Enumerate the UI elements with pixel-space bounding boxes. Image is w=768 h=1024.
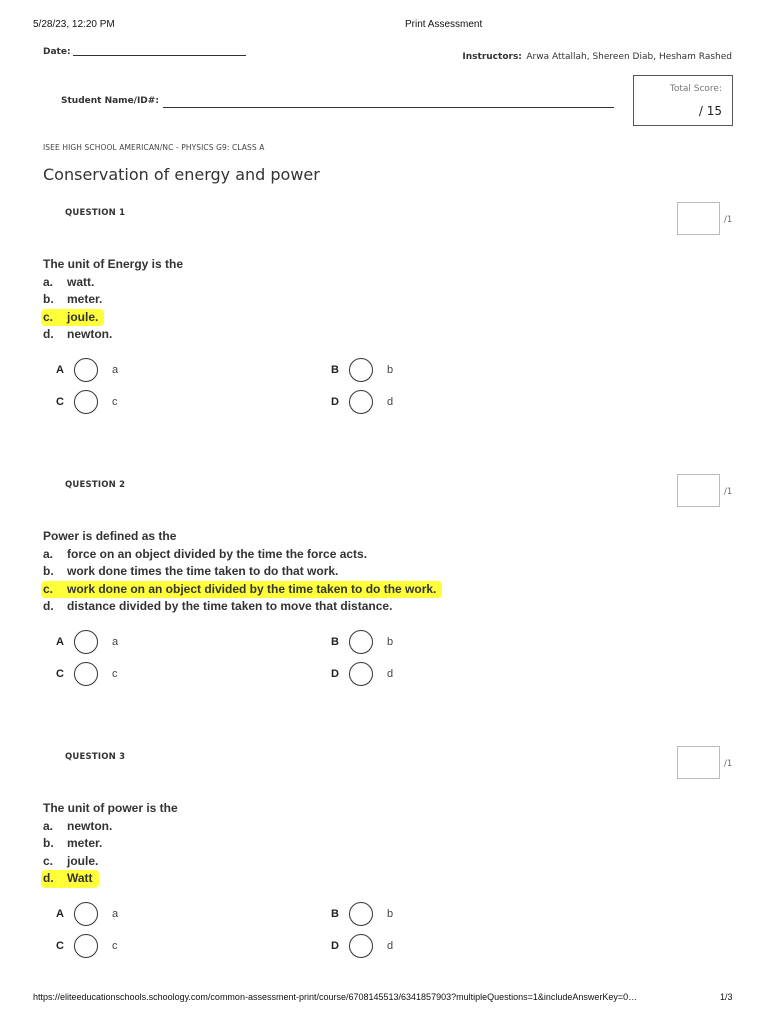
total-score-label: Total Score: <box>669 84 722 94</box>
option-text: Watt <box>67 871 93 885</box>
choice-letter: C <box>56 940 64 952</box>
answer-option <box>43 546 371 564</box>
instructors-label: Instructors: <box>462 52 522 62</box>
instructors-value: Arwa Attallah, Shereen Diab, Hesham Rashed <box>526 52 732 62</box>
question-label: QUESTION 2 <box>65 480 126 490</box>
option-text: force on an object divided by the time the force acts. <box>67 546 368 561</box>
question-body <box>43 528 442 616</box>
course-name: ISEE HIGH SCHOOL AMERICAN/NC - PHYSICS G9: CLASS A <box>43 143 265 152</box>
answer-option <box>43 326 116 344</box>
choice-letter: B <box>331 364 339 376</box>
option-text: watt. <box>67 274 95 289</box>
choice-letter: A <box>56 364 64 376</box>
answer-option <box>43 598 396 616</box>
choice-d[interactable] <box>331 934 393 958</box>
points-max: /1 <box>724 215 733 225</box>
question-body <box>43 256 183 344</box>
instructors <box>462 46 732 64</box>
option-text: joule. <box>67 309 99 324</box>
option-text: joule. <box>67 853 99 868</box>
question-label: QUESTION 1 <box>65 208 126 218</box>
option-letter: d. <box>43 599 54 613</box>
answer-option <box>43 563 342 581</box>
choice-text: b <box>387 364 394 376</box>
choice-letter: B <box>331 636 339 648</box>
choice-b[interactable] <box>331 630 393 654</box>
choice-text: d <box>387 940 394 952</box>
student-name-line <box>163 107 614 108</box>
radio-button[interactable] <box>349 934 373 958</box>
choice-text: a <box>112 364 119 376</box>
radio-button[interactable] <box>349 390 373 414</box>
option-text: meter. <box>67 836 103 850</box>
points-input[interactable] <box>677 746 720 779</box>
choice-letter: C <box>56 396 64 408</box>
choice-c[interactable] <box>56 934 118 958</box>
print-datetime: 5/28/23, 12:20 PM <box>33 19 115 30</box>
choice-a[interactable] <box>56 902 118 926</box>
points-max: /1 <box>724 487 733 497</box>
choice-a[interactable] <box>56 358 118 382</box>
choice-text: b <box>387 908 394 920</box>
answer-option <box>43 835 106 853</box>
radio-button[interactable] <box>74 390 98 414</box>
option-letter: d. <box>43 871 54 885</box>
choice-text: c <box>112 940 118 952</box>
option-letter: a. <box>43 274 54 289</box>
option-letter: a. <box>43 546 54 561</box>
answer-option <box>43 291 106 309</box>
date-line <box>73 55 246 56</box>
radio-button[interactable] <box>74 630 98 654</box>
answer-option <box>41 870 99 888</box>
answer-option <box>43 274 98 292</box>
question-body <box>43 800 178 888</box>
choice-c[interactable] <box>56 662 118 686</box>
print-page-title: Print Assessment <box>405 19 483 30</box>
choice-d[interactable] <box>331 390 393 414</box>
choice-b[interactable] <box>331 902 393 926</box>
option-text: work done times the time taken to do that work. <box>67 564 339 578</box>
option-text: meter. <box>67 292 103 306</box>
points-input[interactable] <box>677 474 720 507</box>
question-stem: Power is defined as the <box>43 529 177 543</box>
option-letter: b. <box>43 564 54 578</box>
answer-option <box>43 818 116 836</box>
radio-button[interactable] <box>74 662 98 686</box>
answer-option <box>41 309 104 327</box>
print-page-number: 1/3 <box>720 992 733 1002</box>
radio-button[interactable] <box>349 662 373 686</box>
choice-d[interactable] <box>331 662 393 686</box>
choice-letter: A <box>56 908 64 920</box>
points-max: /1 <box>724 759 733 769</box>
date-label: Date: <box>43 47 71 57</box>
choice-text: c <box>112 668 118 680</box>
choice-letter: D <box>331 940 339 952</box>
radio-button[interactable] <box>74 358 98 382</box>
radio-button[interactable] <box>74 934 98 958</box>
choice-letter: A <box>56 636 64 648</box>
answer-option <box>41 581 442 599</box>
assessment-title: Conservation of energy and power <box>43 165 320 184</box>
choice-letter: D <box>331 668 339 680</box>
choice-c[interactable] <box>56 390 118 414</box>
question-label: QUESTION 3 <box>65 752 126 762</box>
radio-button[interactable] <box>349 630 373 654</box>
option-letter: a. <box>43 818 54 833</box>
points-input[interactable] <box>677 202 720 235</box>
radio-button[interactable] <box>349 902 373 926</box>
choice-letter: B <box>331 908 339 920</box>
choice-b[interactable] <box>331 358 393 382</box>
choice-text: a <box>112 908 119 920</box>
option-text: distance divided by the time taken to move that distance. <box>67 599 393 613</box>
choice-text: c <box>112 396 118 408</box>
radio-button[interactable] <box>349 358 373 382</box>
choice-letter: D <box>331 396 339 408</box>
option-letter: c. <box>43 309 54 324</box>
option-text: newton. <box>67 327 113 341</box>
option-letter: c. <box>43 853 54 868</box>
choice-text: d <box>387 396 394 408</box>
print-url: https://eliteeducationschools.schoology.com/common-assessment-print/course/6708145513/6341857903?multipleQuestions=1&includeAnswerKey=0… <box>33 992 638 1002</box>
choice-text: b <box>387 636 394 648</box>
total-score-value: / 15 <box>698 104 722 118</box>
option-text: work done on an object divided by the time taken to do the work. <box>67 581 437 596</box>
option-text: newton. <box>67 818 113 833</box>
question-stem: The unit of power is the <box>43 801 178 815</box>
choice-text: a <box>112 636 119 648</box>
answer-option <box>43 853 102 871</box>
option-letter: b. <box>43 836 54 850</box>
option-letter: d. <box>43 327 54 341</box>
question-stem: The unit of Energy is the <box>43 257 184 271</box>
option-letter: c. <box>43 581 54 596</box>
student-name-label: Student Name/ID#: <box>61 96 159 106</box>
choice-text: d <box>387 668 394 680</box>
choice-letter: C <box>56 668 64 680</box>
option-letter: b. <box>43 292 54 306</box>
choice-a[interactable] <box>56 630 118 654</box>
radio-button[interactable] <box>74 902 98 926</box>
total-score-box <box>633 75 733 126</box>
